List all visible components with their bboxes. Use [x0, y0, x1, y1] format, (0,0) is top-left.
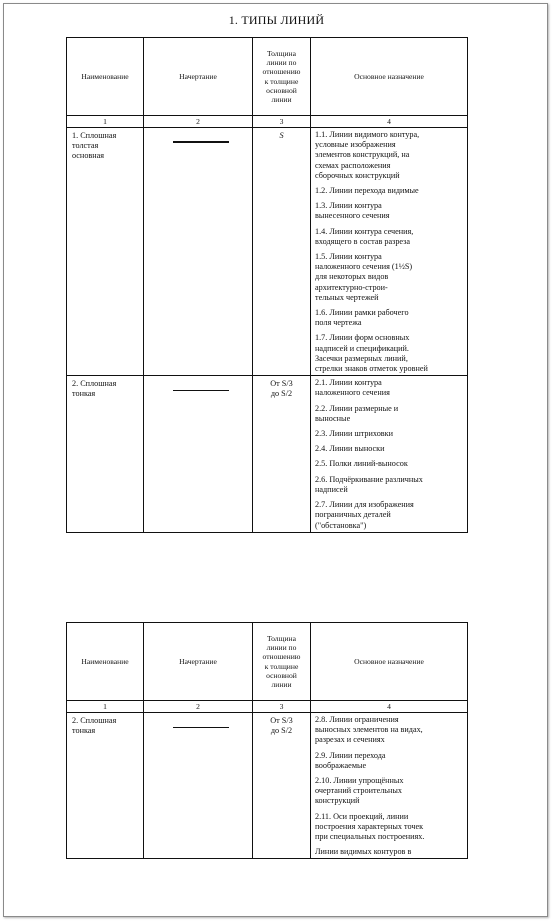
column-numbers-row — [67, 116, 468, 128]
column-number: 4 — [311, 701, 468, 713]
header-thickness: Толщина линии по отношению к толщине основной линии — [253, 623, 311, 701]
thin-line-sample — [173, 727, 229, 728]
list-item: 1.2. Линии перехода видимые — [315, 186, 419, 196]
line-purpose — [311, 128, 468, 376]
line-name: 2. Сплошная тонкая — [67, 376, 144, 532]
line-purpose — [311, 713, 468, 859]
list-item: 1.5. Линии контура наложенного сечения (1½S) для некоторых видов архитектурно-строи- тельных чертежей — [315, 252, 413, 302]
list-item: 2.8. Линии ограничения выносных элементов на видах, разрезах и сечениях — [315, 715, 423, 745]
header-name: Наименование — [67, 623, 144, 701]
table-row — [67, 128, 468, 376]
header-drawing: Начертание — [144, 623, 253, 701]
list-item: 1.6. Линии рамки рабочего поля чертежа — [315, 308, 409, 328]
header-name: Наименование — [67, 38, 144, 116]
column-number: 4 — [311, 116, 468, 128]
line-purpose — [311, 376, 468, 532]
table-row — [67, 713, 468, 859]
column-number: 3 — [253, 701, 311, 713]
thick-line-sample — [173, 141, 229, 143]
header-drawing: Начертание — [144, 38, 253, 116]
list-item: 2.9. Линии перехода воображаемые — [315, 750, 386, 770]
table-row — [67, 376, 468, 532]
header-purpose: Основное назначение — [311, 623, 468, 701]
list-item: 1.1. Линии видимого контура, условные изображения элементов конструкций, на схемах расположения сборочных конструкций — [315, 130, 420, 180]
column-number: 1 — [67, 116, 144, 128]
column-numbers-row — [67, 701, 468, 713]
header-purpose: Основное назначение — [311, 38, 468, 116]
line-sample — [144, 128, 253, 376]
column-number: 3 — [253, 116, 311, 128]
list-item: 2.4. Линии выноски — [315, 444, 385, 454]
list-item: 2.3. Линии штриховки — [315, 429, 394, 439]
line-types-table-continued — [66, 622, 468, 859]
thin-line-sample — [173, 390, 229, 391]
line-types-table — [66, 37, 468, 533]
line-name: 1. Сплошная толстая основная — [67, 128, 144, 376]
list-item: 2.1. Линии контура наложенного сечения — [315, 378, 390, 398]
list-item: Линии видимых контуров в — [315, 847, 412, 857]
line-thickness: От S/3 до S/2 — [253, 713, 311, 859]
list-item: 2.11. Оси проекций, линии построения характерных точек при специальных построениях. — [315, 811, 425, 842]
list-item: 1.4. Линии контура сечения, входящего в состав разреза — [315, 226, 414, 246]
list-item: 2.7. Линии для изображения пограничных деталей ("обстановка") — [315, 500, 414, 530]
header-thickness: Толщина линии по отношению к толщине основной линии — [253, 38, 311, 116]
list-item: 2.5. Полки линий-выносок — [315, 459, 408, 469]
list-item: 2.10. Линии упрощённых очертаний строительных конструкций — [315, 776, 404, 806]
column-number: 2 — [144, 701, 253, 713]
list-item: 1.3. Линии контура вынесенного сечения — [315, 201, 390, 221]
line-name: 2. Сплошная тонкая — [67, 713, 144, 859]
list-item: 1.7. Линии форм основных надписей и спецификаций. Засечки размерных линий, стрелки знаков отметок уровней — [315, 333, 428, 374]
line-thickness: От S/3 до S/2 — [253, 376, 311, 532]
column-number: 1 — [67, 701, 144, 713]
line-sample — [144, 376, 253, 532]
column-number: 2 — [144, 116, 253, 128]
list-item: 2.6. Подчёркивание различных надписей — [315, 474, 423, 494]
page-title: 1. ТИПЫ ЛИНИЙ — [228, 13, 325, 27]
list-item: 2.2. Линии размерные и выносные — [315, 403, 399, 423]
line-thickness: S — [253, 128, 311, 376]
line-sample — [144, 713, 253, 859]
